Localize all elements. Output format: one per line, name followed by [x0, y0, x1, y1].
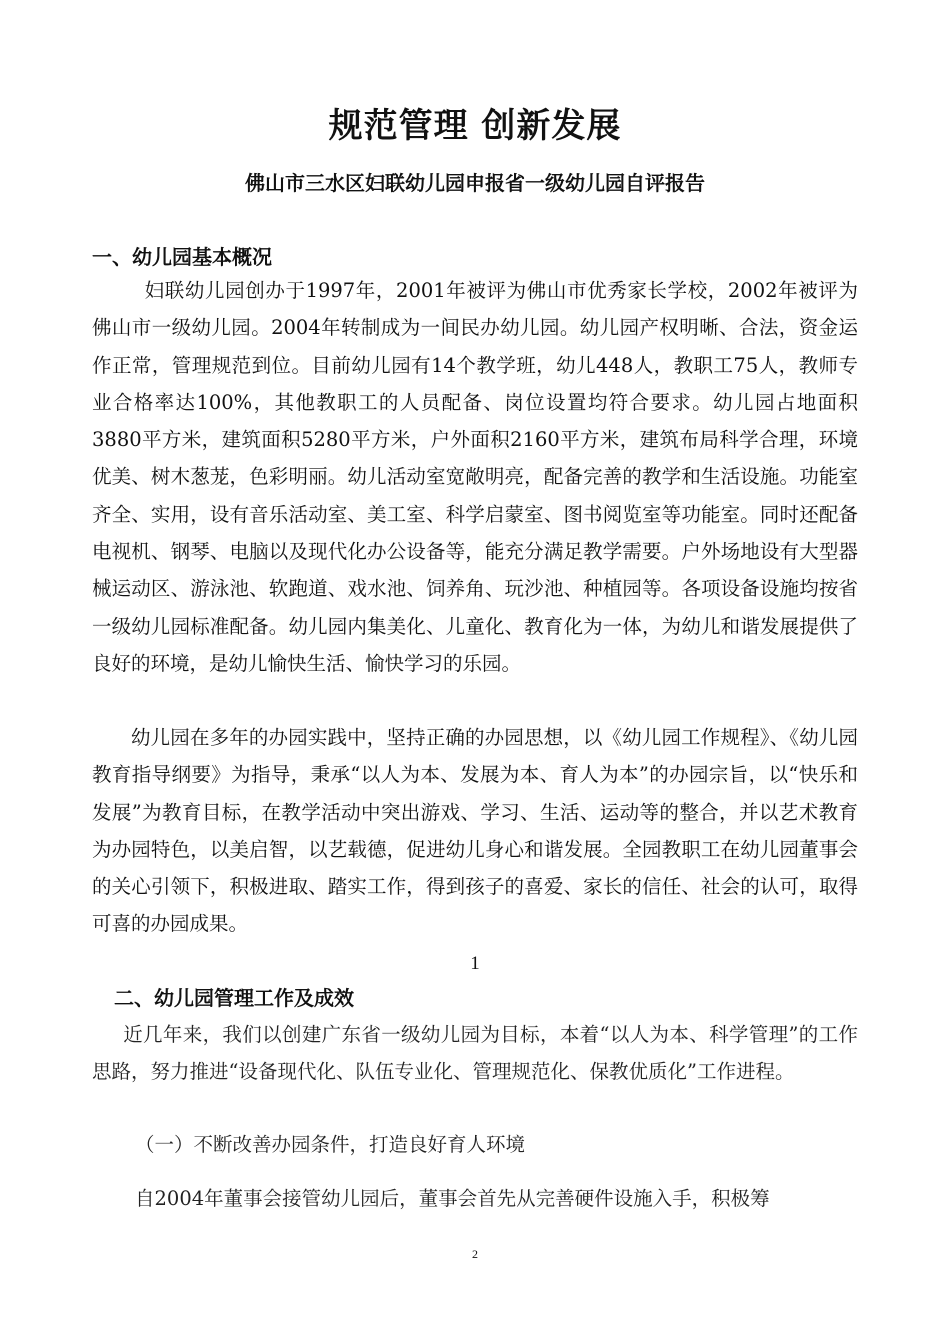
- page-number-footer: 2: [472, 1247, 478, 1261]
- section1-paragraph-1: 妇联幼儿园创办于1997年，2001年被评为佛山市优秀家长学校，2002年被评为佛山市一级幼儿园。2004年转制成为一间民办幼儿园。幼儿园产权明晰、合法，资金运作正常，管理规范到位。目前幼儿园有14个教学班，幼儿448人，教职工75人，教师专业合格率达100%，其他教职工的人员配备、岗位设置均符合要求。幼儿园占地面积3880平方米，建筑面积5280平方米，户外面积2160平方米，建筑布局科学合理，环境优美、树木葱茏，色彩明丽。幼儿活动室宽敞明亮，配备完善的教学和生活设施。功能室齐全、实用，设有音乐活动室、美工室、科学启蒙室、图书阅览室等功能室。同时还配备电视机、钢琴、电脑以及现代化办公设备等，能充分满足教学需要。户外场地设有大型器械运动区、游泳池、软跑道、戏水池、饲养角、玩沙池、种植园等。各项设备设施均按省一级幼儿园标准配备。幼儿园内集美化、儿童化、教育化为一体，为幼儿和谐发展提供了良好的环境，是幼儿愉快生活、愉快学习的乐园。: [92, 279, 858, 675]
- section1-heading: 一、幼儿园基本概况: [92, 245, 272, 269]
- section2-heading: 二、幼儿园管理工作及成效: [114, 986, 354, 1010]
- report-subtitle: 佛山市三水区妇联幼儿园申报省一级幼儿园自评报告: [245, 171, 705, 195]
- section2-intro: 近几年来，我们以创建广东省一级幼儿园为目标，本着“以人为本、科学管理”的工作思路，努力推进“设备现代化、队伍专业化、管理规范化、保教优质化”工作进程。: [92, 1023, 858, 1084]
- page-title: 规范管理 创新发展: [328, 106, 622, 146]
- section2-subheading: （一）不断改善办园条件，打造良好育人环境: [135, 1133, 526, 1156]
- page-number: 1: [470, 953, 480, 974]
- section2-paragraph: 自2004年董事会接管幼儿园后，董事会首先从完善硬件设施入手，积极筹: [135, 1187, 770, 1210]
- section1-paragraph-2: 幼儿园在多年的办园实践中，坚持正确的办园思想，以《幼儿园工作规程》、《幼儿园教育指导纲要》为指导，秉承“以人为本、发展为本、育人为本”的办园宗旨，以“快乐和发展”为教育目标，在教学活动中突出游戏、学习、生活、运动等的整合，并以艺术教育为办园特色，以美启智，以艺载德，促进幼儿身心和谐发展。全园教职工在幼儿园董事会的关心引领下，积极进取、踏实工作，得到孩子的喜爱、家长的信任、社会的认可，取得可喜的办园成果。: [92, 726, 858, 936]
